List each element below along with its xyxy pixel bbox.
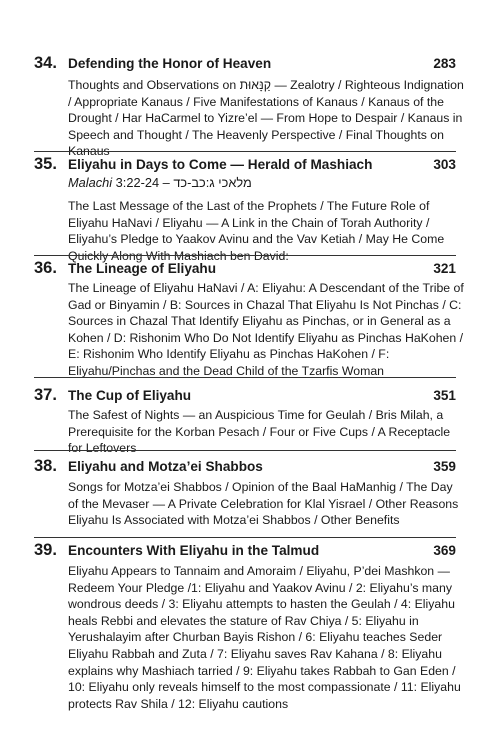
toc-entry-38 <box>34 455 459 528</box>
entry-header <box>34 455 456 481</box>
section-divider <box>34 255 456 256</box>
toc-entry-34 <box>34 52 464 159</box>
chapter-number: 34. <box>34 54 57 72</box>
source-book: Malachi <box>68 175 113 190</box>
toc-entry-39 <box>34 539 461 711</box>
chapter-title: The Cup of Eliyahu <box>68 388 192 403</box>
page-number: 283 <box>433 56 456 71</box>
scripture-source <box>68 174 252 192</box>
chapter-description: Thoughts and Observations on קַנָּאוּת — Zealotry / Righteous Indignation / Appropriate Kanaus / Five Manifestations of Kanaus / Kanaus of the Drought / Har HaCarmel to Yizre’el — From Hope to Despair / Kanaus in Speech and Thought / The Heavenly Perspective / Final Thoughts on Kanaus <box>68 78 464 159</box>
entry-header <box>34 539 456 565</box>
page-number: 321 <box>433 261 456 276</box>
source-reference: 3:22-24 – מלאכי ג:כב-כד <box>115 175 252 190</box>
section-divider <box>34 537 456 538</box>
chapter-title: Encounters With Eliyahu in the Talmud <box>68 543 320 558</box>
toc-entry-35 <box>34 153 456 263</box>
section-divider <box>34 151 456 152</box>
chapter-title: Defending the Honor of Heaven <box>68 56 272 71</box>
chapter-title: Eliyahu and Motza’ei Shabbos <box>68 459 263 474</box>
chapter-description: The Last Message of the Last of the Prophets / The Future Role of Eliyahu HaNavi / Eliyahu — A Link in the Chain of Torah Authority / Eliyahu’s Pledge to Yaakov Avinu and the Vav Ketiah / May He Come Quickly Along With Mashiach ben David: <box>68 199 445 263</box>
chapter-number: 36. <box>34 259 57 277</box>
section-divider <box>34 450 456 451</box>
chapter-description: Songs for Motza’ei Shabbos / Opinion of the Baal HaManhig / The Day of the Mevaser — A Private Celebration for Klal Yisrael / Other Reasons Eliyahu Is Associated with Motza’ei Shabbos / Other Benefits <box>68 480 459 528</box>
chapter-title: Eliyahu in Days to Come — Herald of Mashiach <box>68 157 373 172</box>
page-number: 359 <box>433 459 456 474</box>
chapter-number: 35. <box>34 155 57 173</box>
section-divider <box>34 377 456 378</box>
chapter-description: The Safest of Nights — an Auspicious Time for Geulah / Bris Milah, a Prerequisite for the Korban Pesach / Four or Five Cups / A Receptacle for Leftovers <box>68 408 451 456</box>
chapter-title: The Lineage of Eliyahu <box>68 261 217 276</box>
chapter-description: Eliyahu Appears to Tannaim and Amoraim / Eliyahu, P’dei Mashkon — Redeem Your Pledge /1: Eliyahu and Yaakov Avinu / 2: Eliyahu’s many wondrous deeds / 3: Eliyahu attempts to hasten the Geulah / 4: Eliyahu heals Rebbi and elevates the stature of Rav Chiya / 5: Eliyahu in Yerushalayim after Churban Bayis Rishon / 6: Eliyahu teaches Seder Eliyahu Rabbah and Zuta / 7: Eliyahu saves Rav Kahana / 8: Eliyahu explains why Mashiach tarried / 9: Eliyahu takes Rabbah to Gan Eden / 10: Eliyahu only reveals himself to the most compassionate / 11: Eliyahu protects Rav Shila / 12: Eliyahu cautions <box>68 564 461 711</box>
toc-entry-36 <box>34 257 464 378</box>
entry-header <box>34 52 456 78</box>
chapter-number: 38. <box>34 457 57 475</box>
toc-entry-37 <box>34 384 456 456</box>
chapter-number: 37. <box>34 386 57 404</box>
chapter-description: The Lineage of Eliyahu HaNavi / A: Eliyahu: A Descendant of the Tribe of Gad or Binyamin / B: Sources in Chazal That Eliyahu Is Not Pinchas / C: Sources in Chazal That Identify Eliyahu as Pinchas, or in General as a Kohen / D: Rishonim Who Do Not Identify Eliyahu as Pinchas HaKohen / E: Rishonim Who Identify Eliyahu as Pinchas HaKohen / F: Eliyahu/Pinchas and the Dead Child of the Tzarfis Woman <box>68 281 464 378</box>
page-number: 351 <box>433 388 456 403</box>
page-number: 303 <box>433 157 456 172</box>
page-number: 369 <box>433 543 456 558</box>
chapter-number: 39. <box>34 541 57 559</box>
